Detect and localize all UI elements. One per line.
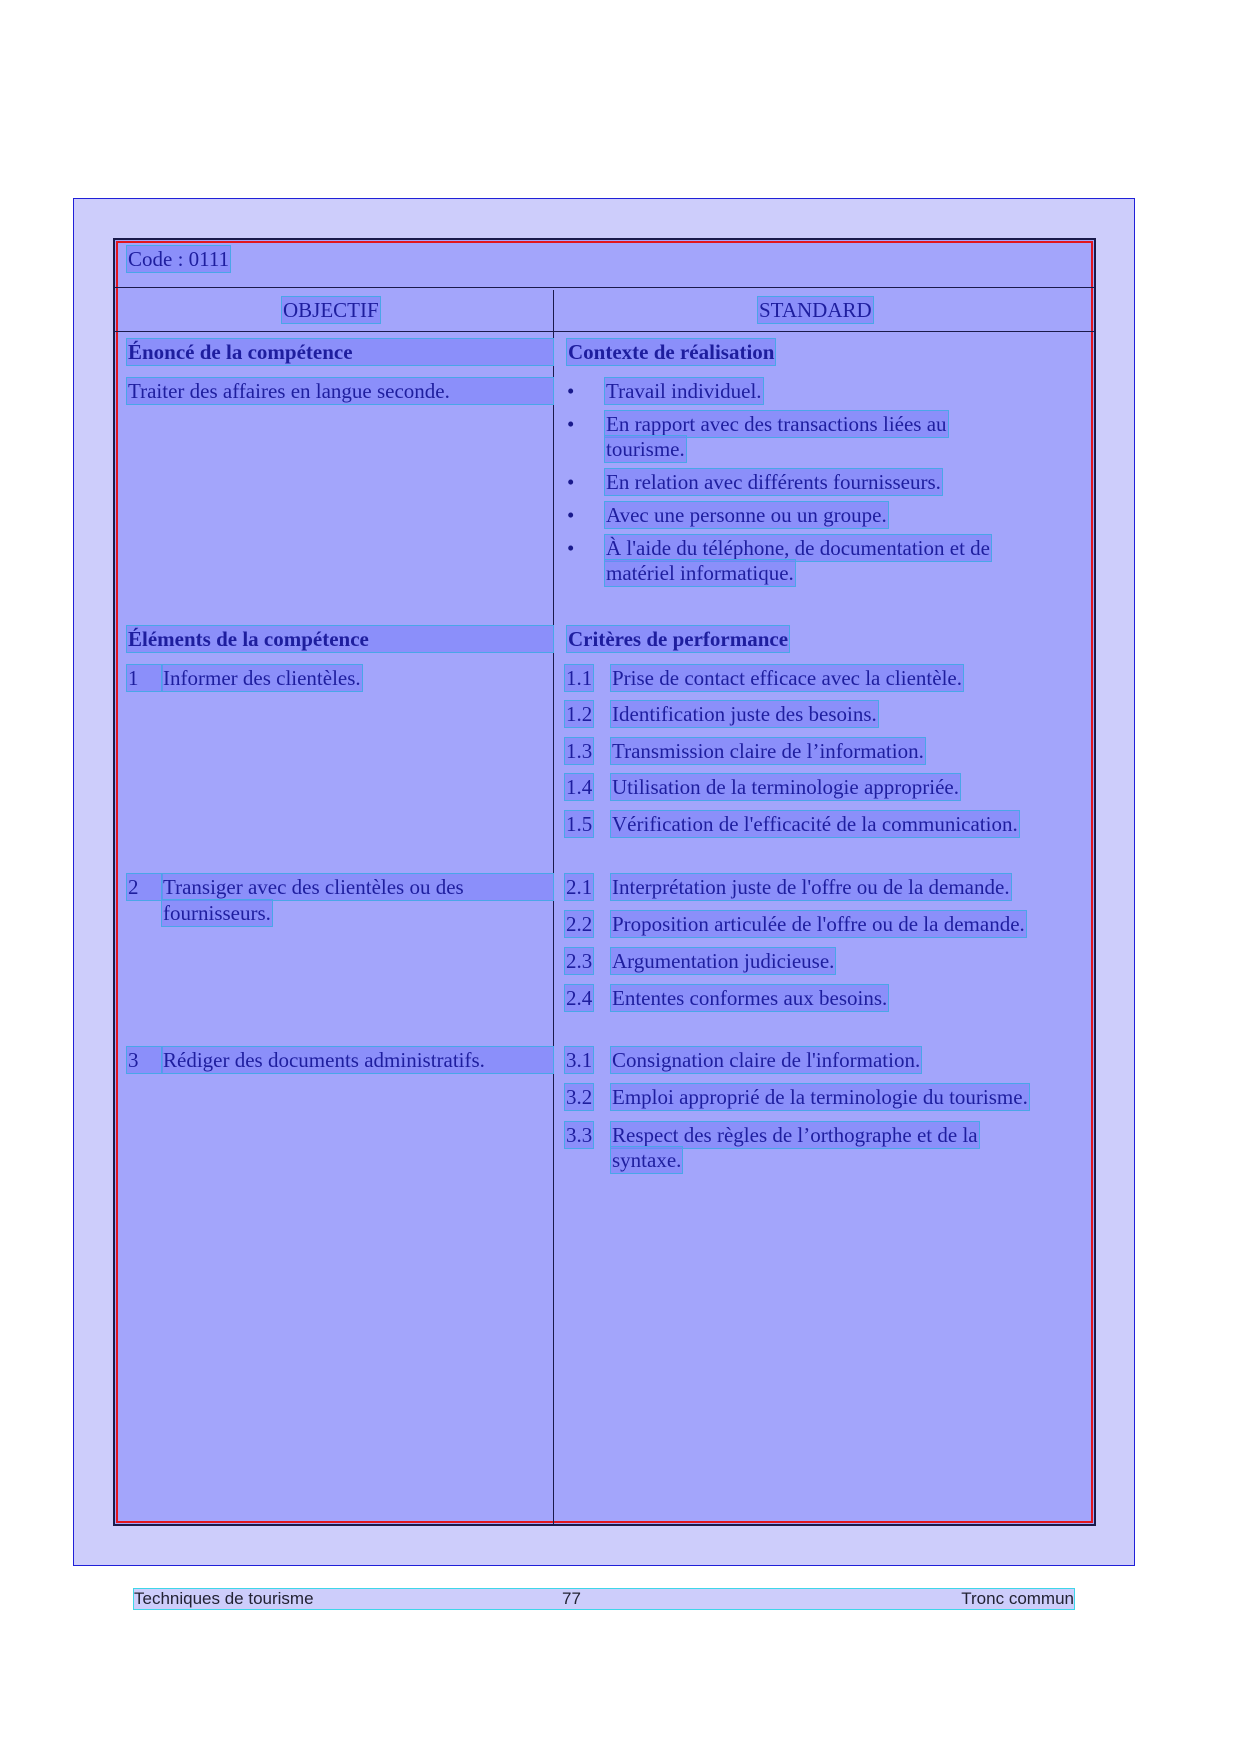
critere-2-2-text: Proposition articulée de l'offre ou de la demande. bbox=[612, 912, 1025, 936]
contexte-title: Contexte de réalisation bbox=[568, 340, 775, 364]
critere-2-3-text: Argumentation judicieuse. bbox=[612, 949, 835, 973]
footer-section: Tronc commun bbox=[961, 1589, 1074, 1608]
elements-title: Éléments de la compétence bbox=[127, 626, 553, 652]
contexte-item-4: Avec une personne ou un groupe. bbox=[606, 503, 887, 527]
footer-program: Techniques de tourisme bbox=[134, 1589, 314, 1608]
critere-3-2-text: Emploi approprié de la terminologie du tourisme. bbox=[612, 1085, 1028, 1109]
critere-3-1-text: Consignation claire de l'information. bbox=[612, 1048, 921, 1072]
enonce-text: Traiter des affaires en langue seconde. bbox=[127, 378, 553, 404]
critere-3-3-text-line-2: syntaxe. bbox=[612, 1148, 682, 1172]
critere-number-2-2: 2.2 bbox=[566, 912, 593, 936]
critere-1-3-text: Transmission claire de l’information. bbox=[612, 739, 924, 763]
critere-1-2-text: Identification juste des besoins. bbox=[612, 702, 877, 726]
criteres-title: Critères de performance bbox=[568, 627, 789, 651]
enonce-title: Énoncé de la compétence bbox=[127, 339, 553, 365]
column-divider bbox=[553, 290, 554, 1525]
critere-1-5-text: Vérification de l'efficacité de la communication. bbox=[612, 812, 1018, 836]
element-2-text-line-1: Transiger avec des clientèles ou des bbox=[162, 874, 553, 900]
contexte-item-3: En relation avec différents fournisseurs. bbox=[606, 470, 941, 494]
critere-number-1-5: 1.5 bbox=[566, 812, 593, 836]
bullet-1: • bbox=[567, 379, 575, 403]
footer-page-number: 77 bbox=[562, 1589, 581, 1608]
critere-3-3-text-line-1: Respect des règles de l’orthographe et de la bbox=[612, 1123, 978, 1147]
critere-2-1-text: Interprétation juste de l'offre ou de la demande. bbox=[612, 875, 1010, 899]
bullet-5: • bbox=[567, 536, 575, 560]
code-label: Code : 0111 bbox=[128, 247, 230, 271]
bullet-3: • bbox=[567, 470, 575, 494]
element-3-text: Rédiger des documents administratifs. bbox=[162, 1047, 553, 1073]
element-1-text: Informer des clientèles. bbox=[163, 666, 361, 690]
critere-number-2-1: 2.1 bbox=[566, 875, 593, 899]
header-objectif: OBJECTIF bbox=[283, 298, 379, 322]
critere-1-1-text: Prise de contact efficace avec la clientèle. bbox=[612, 666, 962, 690]
element-number-2: 2 bbox=[127, 874, 162, 900]
critere-2-4-text: Ententes conformes aux besoins. bbox=[612, 986, 888, 1010]
critere-number-2-4: 2.4 bbox=[566, 986, 593, 1010]
critere-number-1-1: 1.1 bbox=[566, 666, 593, 690]
critere-number-3-3: 3.3 bbox=[566, 1123, 593, 1147]
bullet-4: • bbox=[567, 503, 575, 527]
element-2-text-line-2: fournisseurs. bbox=[163, 901, 271, 925]
critere-1-4-text: Utilisation de la terminologie appropriée. bbox=[612, 775, 959, 799]
contexte-item-5-line-1: À l'aide du téléphone, de documentation et de bbox=[606, 536, 990, 560]
contexte-item-5-line-2: matériel informatique. bbox=[606, 561, 794, 585]
contexte-item-2-line-1: En rapport avec des transactions liées au bbox=[606, 412, 947, 436]
bullet-2: • bbox=[567, 412, 575, 436]
contexte-item-1: Travail individuel. bbox=[606, 379, 762, 403]
critere-number-3-1: 3.1 bbox=[566, 1048, 593, 1072]
divider-under-headers bbox=[114, 331, 1095, 332]
contexte-item-2-line-2: tourisme. bbox=[606, 437, 685, 461]
critere-number-3-2: 3.2 bbox=[566, 1085, 593, 1109]
critere-number-1-2: 1.2 bbox=[566, 702, 593, 726]
divider-under-code bbox=[114, 287, 1095, 288]
page-footer bbox=[134, 1589, 1074, 1609]
header-standard: STANDARD bbox=[759, 298, 872, 322]
element-number-1: 1 bbox=[127, 665, 162, 691]
critere-number-1-3: 1.3 bbox=[566, 739, 593, 763]
element-number-3: 3 bbox=[127, 1047, 162, 1073]
critere-number-2-3: 2.3 bbox=[566, 949, 593, 973]
critere-number-1-4: 1.4 bbox=[566, 775, 593, 799]
